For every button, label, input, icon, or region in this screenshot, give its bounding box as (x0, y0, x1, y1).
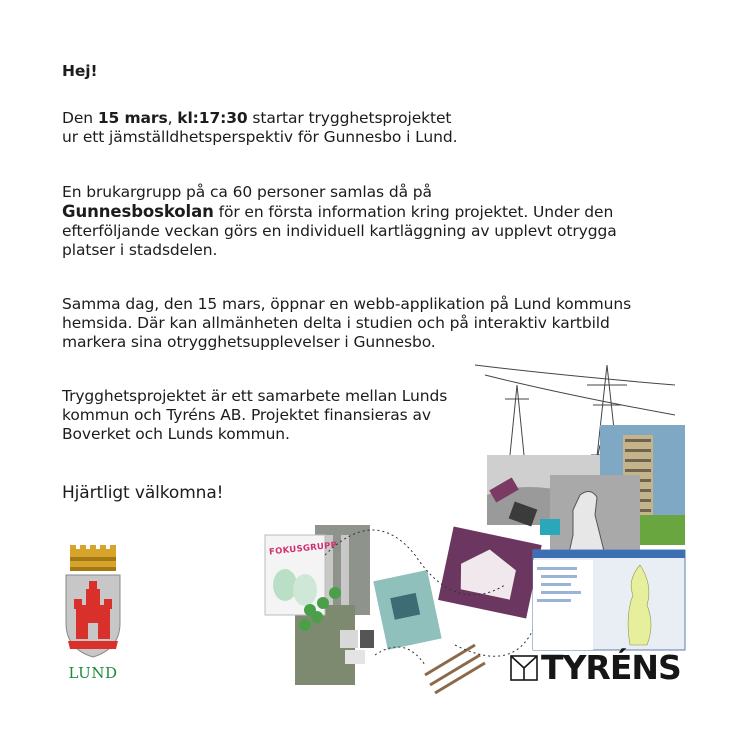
event-time: kl:17:30 (177, 109, 248, 127)
p2-line1: En brukargrupp på ca 60 personer samlas då på (62, 183, 432, 201)
lund-logo-text: LUND (68, 664, 118, 682)
tyrens-logo-text: TYRÉNS (541, 648, 681, 687)
p1-line1-rest: startar trygghetsprojektet (247, 109, 452, 127)
event-date: 15 mars (97, 109, 168, 127)
focus-group-sticker: FOKUSGRUPP (268, 540, 338, 558)
project-collage-image (255, 355, 695, 695)
p2-line2-rest: för en första information kring projektet. Under den (213, 203, 614, 221)
p1-sep: , (167, 109, 178, 127)
paragraph-start-date (62, 109, 682, 147)
p1-intro: Den (62, 109, 98, 127)
school-name: Gunnesboskolan (62, 202, 214, 221)
p3-line2: hemsida. Där kan allmänheten delta i studien och på interaktiv kartbild (62, 314, 610, 332)
p3-line3: markera sina otrygghetsupplevelser i Gunnesbo. (62, 333, 436, 351)
greeting: Hej! (62, 62, 98, 80)
tyrens-logo-mark-icon (510, 655, 538, 681)
p4-line2: kommun och Tyréns AB. Projektet finansieras av (62, 406, 431, 424)
p4-line3: Boverket och Lunds kommun. (62, 425, 290, 443)
closing-greeting: Hjärtligt välkomna! (62, 483, 224, 503)
p1-line2: ur ett jämställdhetsperspektiv för Gunnesbo i Lund. (62, 128, 458, 146)
paragraph-web-app (62, 295, 712, 352)
paragraph-user-group (62, 183, 692, 260)
p2-line4: platser i stadsdelen. (62, 241, 218, 259)
p4-line1: Trygghetsprojektet är ett samarbete mellan Lunds (62, 387, 448, 405)
p3-line1: Samma dag, den 15 mars, öppnar en webb-applikation på Lund kommuns (62, 295, 632, 313)
p2-line3: efterföljande veckan görs en individuell kartläggning av upplevt otrygga (62, 222, 617, 240)
